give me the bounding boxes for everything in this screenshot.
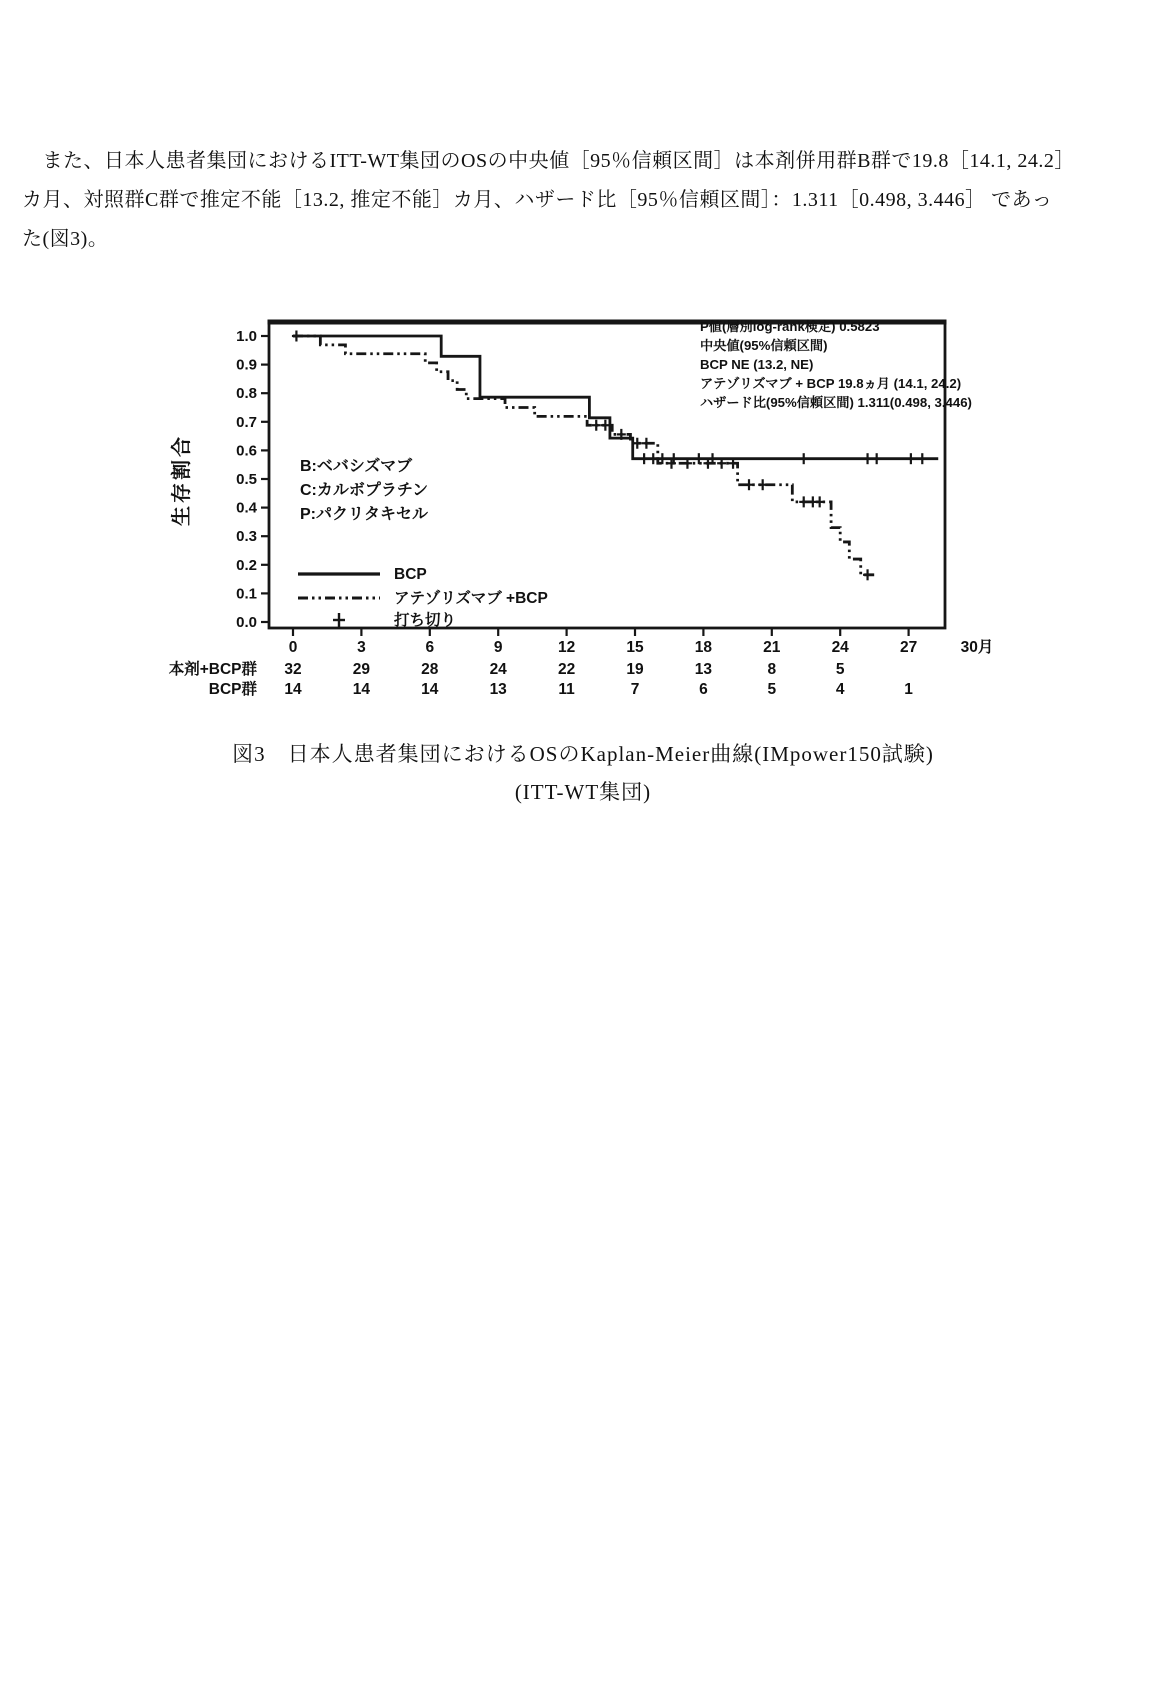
abbreviation-block: [300, 457, 429, 523]
legend: [298, 566, 548, 629]
svg-text:6: 6: [699, 681, 708, 698]
at-risk-table: [169, 659, 914, 698]
svg-text:5: 5: [835, 661, 845, 678]
svg-text:3: 3: [357, 639, 366, 656]
svg-text:0.1: 0.1: [236, 585, 257, 603]
svg-text:32: 32: [284, 661, 302, 678]
svg-text:4: 4: [835, 681, 845, 698]
svg-text:6: 6: [425, 639, 435, 656]
paragraph-line-2: カ月、対照群C群で推定不能［13.2, 推定不能］カ月、ハザード比［95％信頼区間］：1.311［0.498, 3.446］ であっ: [22, 189, 1053, 211]
svg-text:21: 21: [763, 639, 781, 656]
svg-text:12: 12: [557, 639, 576, 656]
svg-text:5: 5: [767, 681, 777, 698]
y-axis: [236, 328, 269, 631]
paragraph-line-1: また、日本人患者集団におけるITT-WT集団のOSの中央値［95％信頼区間］は本剤併用群B群で19.8［14.1, 24.2］: [22, 150, 1075, 172]
svg-text:19: 19: [626, 661, 644, 678]
svg-text:24: 24: [489, 661, 507, 678]
svg-text:ハザード比(95%信頼区間) 1.311(0.498, 3.: ハザード比(95%信頼区間) 1.311(0.498, 3.446): [700, 395, 972, 410]
svg-text:BCP NE (13.2, NE): BCP NE (13.2, NE): [700, 357, 814, 372]
svg-text:1.0: 1.0: [236, 328, 257, 345]
svg-text:27: 27: [899, 639, 918, 656]
svg-text:0: 0: [288, 639, 298, 656]
km-figure: [150, 277, 1030, 707]
svg-text:P:パクリタキセル: P:パクリタキセル: [300, 506, 429, 523]
svg-text:B:ベバシズマブ: B:ベバシズマブ: [300, 458, 413, 475]
svg-text:14: 14: [421, 681, 439, 698]
stats-annotation: [700, 318, 972, 410]
svg-text:14: 14: [352, 681, 371, 698]
svg-text:BCP群: BCP群: [208, 681, 257, 698]
svg-text:22: 22: [557, 661, 576, 678]
svg-text:本剤+BCP群: 本剤+BCP群: [168, 661, 257, 678]
svg-text:30月: 30月: [960, 639, 994, 656]
svg-text:C:カルボプラチン: C:カルボプラチン: [300, 482, 429, 499]
svg-text:アテゾリズマブ + BCP 19.8ヵ月 (14.1, 24: アテゾリズマブ + BCP 19.8ヵ月 (14.1, 24.2): [700, 376, 962, 391]
svg-text:0.7: 0.7: [236, 413, 257, 431]
svg-text:8: 8: [767, 661, 777, 678]
svg-text:P値(層別log-rank検定) 0.5823: P値(層別log-rank検定) 0.5823: [700, 319, 880, 334]
svg-text:7: 7: [630, 681, 640, 698]
paragraph-line-3: た(図3)。: [22, 228, 109, 250]
figure-caption-line2: (ITT-WT集団): [514, 780, 652, 804]
svg-text:13: 13: [694, 661, 713, 678]
x-axis: [289, 628, 994, 656]
svg-text:0.2: 0.2: [236, 556, 257, 574]
figure-caption-line1: 図3 日本人患者集団におけるOSのKaplan-Meier曲線(IMpower150試験): [232, 742, 934, 766]
svg-text:15: 15: [626, 639, 644, 656]
svg-text:0.8: 0.8: [236, 385, 257, 403]
svg-text:生存割合: 生存割合: [171, 434, 193, 526]
svg-text:アテゾリズマブ +BCP: アテゾリズマブ +BCP: [394, 590, 548, 607]
svg-text:1: 1: [904, 681, 913, 698]
svg-text:13: 13: [489, 681, 507, 698]
svg-text:24: 24: [831, 639, 849, 656]
svg-text:28: 28: [421, 661, 439, 678]
svg-text:打ち切り: 打ち切り: [394, 612, 457, 629]
svg-text:0.5: 0.5: [236, 471, 257, 488]
km-chart-svg: [150, 277, 1030, 707]
svg-text:0.3: 0.3: [236, 528, 257, 546]
svg-text:0.9: 0.9: [236, 356, 257, 374]
svg-text:0.6: 0.6: [236, 442, 257, 460]
svg-text:BCP: BCP: [394, 566, 427, 583]
svg-text:中央値(95%信頼区間): 中央値(95%信頼区間): [700, 338, 828, 353]
svg-text:18: 18: [694, 639, 713, 656]
svg-text:9: 9: [493, 639, 503, 656]
svg-text:29: 29: [352, 661, 371, 678]
body-paragraph: [22, 142, 1146, 259]
y-axis-title: [169, 434, 193, 526]
svg-text:14: 14: [284, 681, 302, 698]
svg-text:11: 11: [558, 681, 575, 698]
svg-text:0.4: 0.4: [236, 499, 257, 517]
svg-text:0.0: 0.0: [236, 614, 257, 631]
